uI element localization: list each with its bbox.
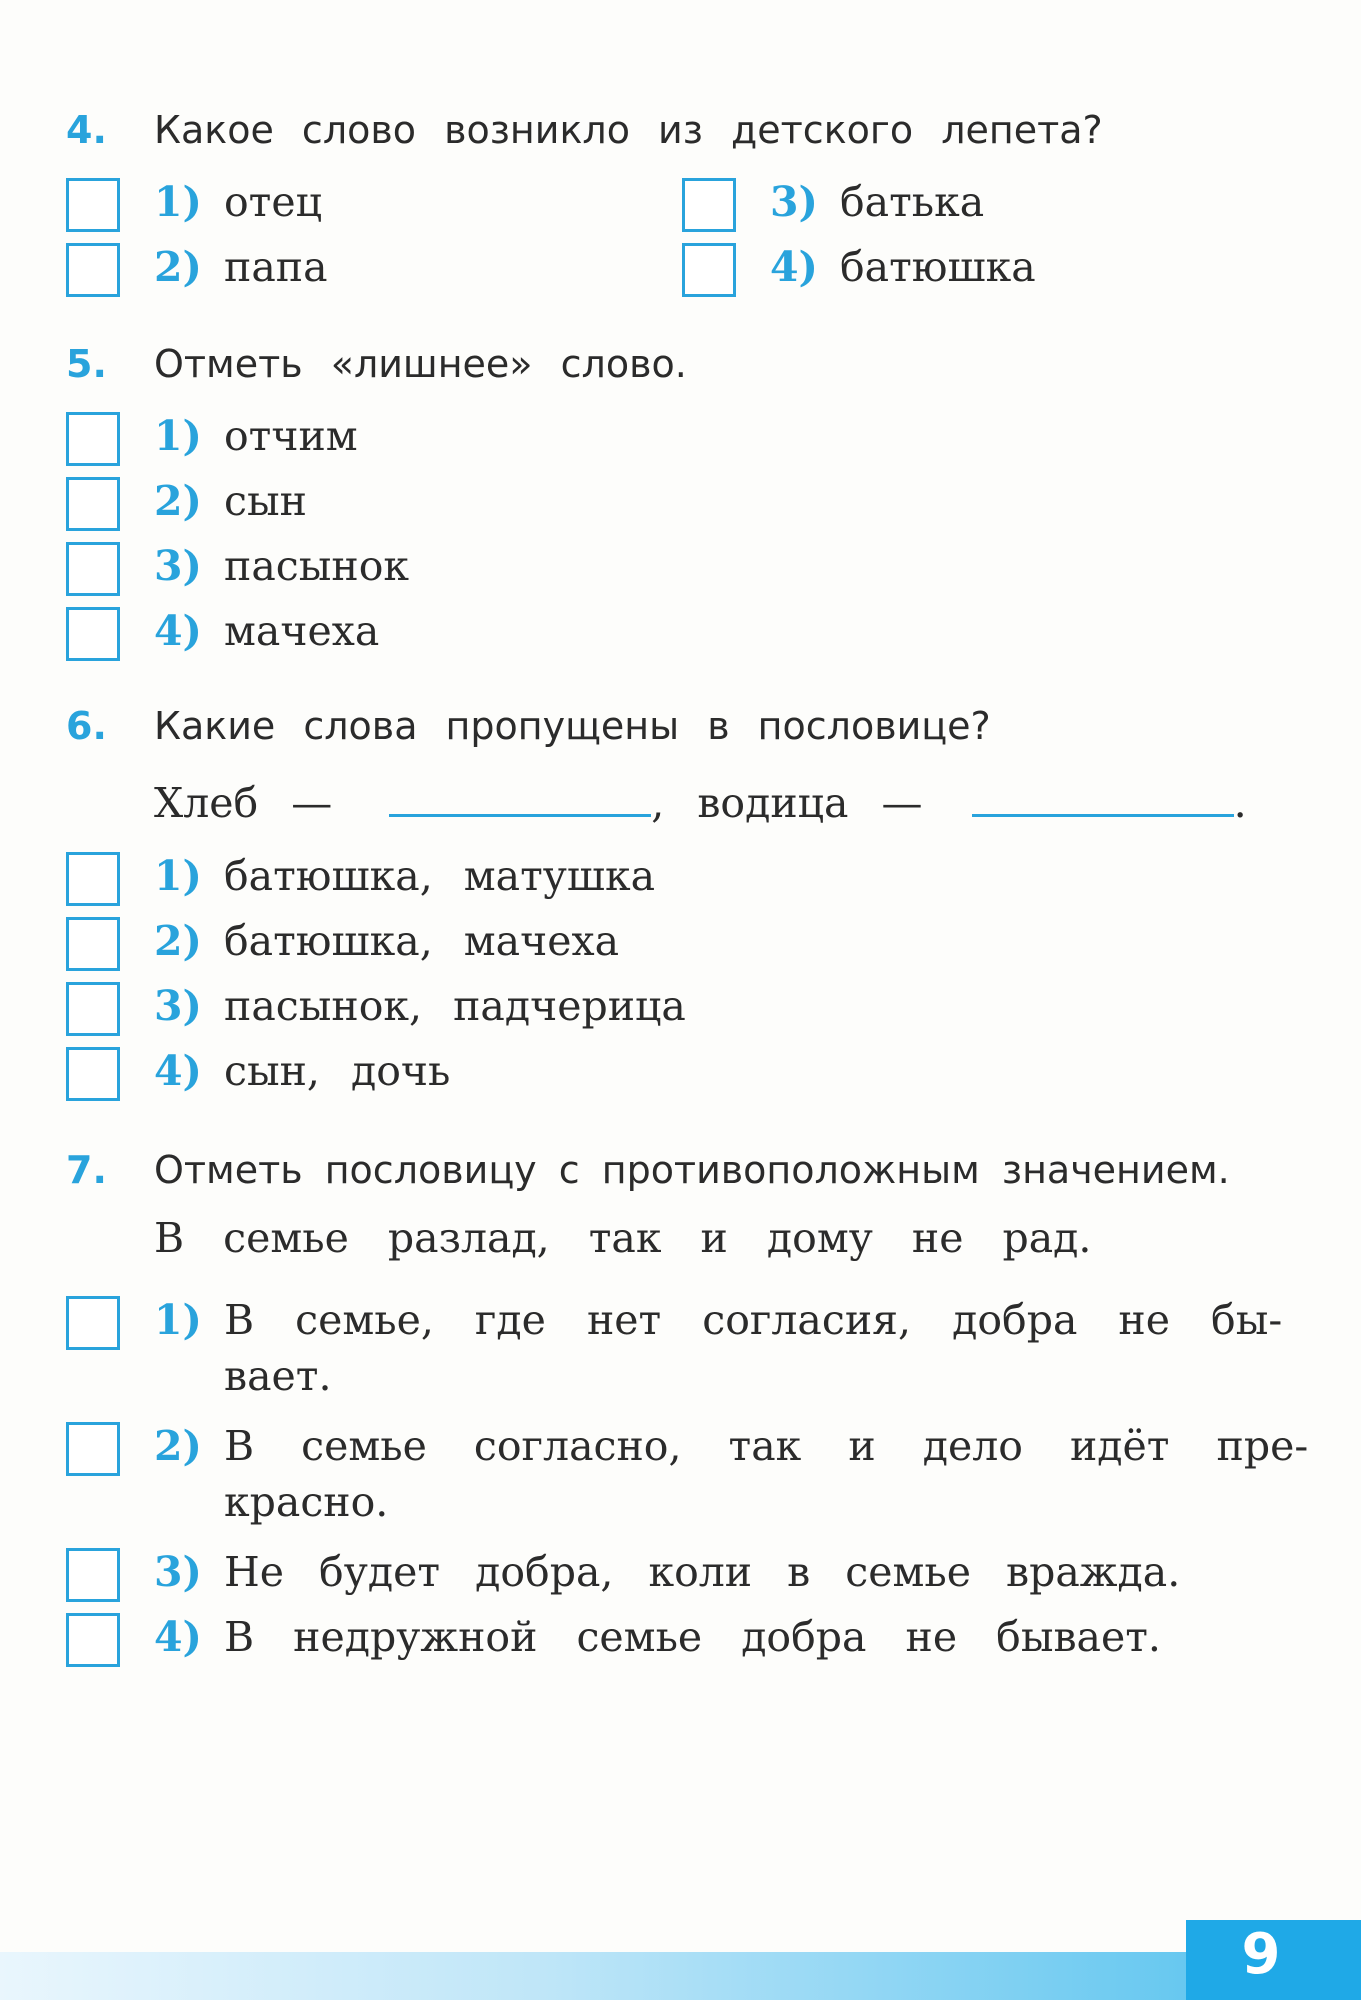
question-text: Отметь «лишнее» слово. <box>154 342 687 386</box>
option-text: папа <box>224 243 328 291</box>
option-1 <box>66 412 766 470</box>
option-number: 1) <box>154 412 202 460</box>
option-1 <box>66 1296 1283 1416</box>
option-text: отчим <box>224 412 358 460</box>
option-number: 3) <box>154 982 202 1030</box>
option-number: 4) <box>770 243 818 291</box>
option-number: 3) <box>154 1548 202 1596</box>
answer-checkbox[interactable] <box>66 982 120 1036</box>
option-2 <box>66 477 766 535</box>
option-3 <box>66 1548 1266 1606</box>
option-number: 4) <box>154 607 202 655</box>
answer-checkbox[interactable] <box>66 1047 120 1101</box>
answer-checkbox[interactable] <box>66 917 120 971</box>
option-text: отец <box>224 178 322 226</box>
option-text-continued: вает. <box>224 1352 332 1400</box>
answer-checkbox[interactable] <box>66 477 120 531</box>
option-text: сын <box>224 477 307 525</box>
blank-line-1 <box>389 774 651 817</box>
option-text: В недружной семье добра не бывает. <box>224 1613 1161 1661</box>
option-number: 3) <box>770 178 818 226</box>
option-text: В семье, где нет согласия, добра не бы- <box>224 1296 1283 1344</box>
proverb-end: . <box>1233 779 1247 827</box>
answer-checkbox[interactable] <box>66 1422 120 1476</box>
page-number-tab <box>1186 1920 1361 2000</box>
question-number: 6. <box>66 704 107 748</box>
option-text: мачеха <box>224 607 380 655</box>
answer-checkbox[interactable] <box>66 1548 120 1602</box>
question-number: 4. <box>66 108 107 152</box>
option-text: Не будет добра, коли в семье вражда. <box>224 1548 1181 1596</box>
question-text: Какое слово возникло из детского лепета? <box>154 108 1103 152</box>
option-text: батюшка, мачеха <box>224 917 620 965</box>
option-4 <box>682 243 1282 301</box>
option-number: 1) <box>154 1296 202 1344</box>
answer-checkbox[interactable] <box>66 412 120 466</box>
option-number: 2) <box>154 243 202 291</box>
answer-checkbox[interactable] <box>682 243 736 297</box>
option-number: 1) <box>154 852 202 900</box>
blank-line-2 <box>972 774 1234 817</box>
question-text: Отметь пословицу с противоположным значением. <box>154 1148 1230 1192</box>
proverb-middle: , водица — <box>651 779 923 827</box>
footer-bar <box>0 1952 1361 2000</box>
option-4 <box>66 607 766 665</box>
option-number: 2) <box>154 477 202 525</box>
answer-checkbox[interactable] <box>66 243 120 297</box>
answer-checkbox[interactable] <box>66 607 120 661</box>
option-number: 1) <box>154 178 202 226</box>
option-3 <box>66 982 966 1040</box>
option-number: 4) <box>154 1047 202 1095</box>
question-text: Какие слова пропущены в пословице? <box>154 704 991 748</box>
proverb-with-blanks <box>154 774 1247 827</box>
option-4 <box>66 1047 966 1105</box>
option-number: 3) <box>154 542 202 590</box>
option-number: 4) <box>154 1613 202 1661</box>
option-text: пасынок, падчерица <box>224 982 686 1030</box>
option-3 <box>682 178 1282 236</box>
option-3 <box>66 542 766 600</box>
option-text-continued: красно. <box>224 1478 389 1526</box>
option-text: батюшка, матушка <box>224 852 656 900</box>
proverb-start: Хлеб — <box>154 779 333 827</box>
question-number: 5. <box>66 342 107 386</box>
answer-checkbox[interactable] <box>66 1296 120 1350</box>
option-text: батька <box>840 178 985 226</box>
option-text: В семье согласно, так и дело идёт пре- <box>224 1422 1309 1470</box>
proverb: В семье разлад, так и дому не рад. <box>154 1214 1092 1262</box>
question-number: 7. <box>66 1148 107 1192</box>
option-text: сын, дочь <box>224 1047 451 1095</box>
option-2 <box>66 1422 1309 1542</box>
answer-checkbox[interactable] <box>66 542 120 596</box>
option-text: пасынок <box>224 542 410 590</box>
option-4 <box>66 1613 1266 1671</box>
answer-checkbox[interactable] <box>66 178 120 232</box>
answer-checkbox[interactable] <box>682 178 736 232</box>
option-2 <box>66 243 666 301</box>
option-2 <box>66 917 966 975</box>
option-1 <box>66 852 966 910</box>
answer-checkbox[interactable] <box>66 852 120 906</box>
page-number: 9 <box>1241 1922 1281 1987</box>
option-text: батюшка <box>840 243 1036 291</box>
option-1 <box>66 178 666 236</box>
option-number: 2) <box>154 917 202 965</box>
answer-checkbox[interactable] <box>66 1613 120 1667</box>
option-number: 2) <box>154 1422 202 1470</box>
